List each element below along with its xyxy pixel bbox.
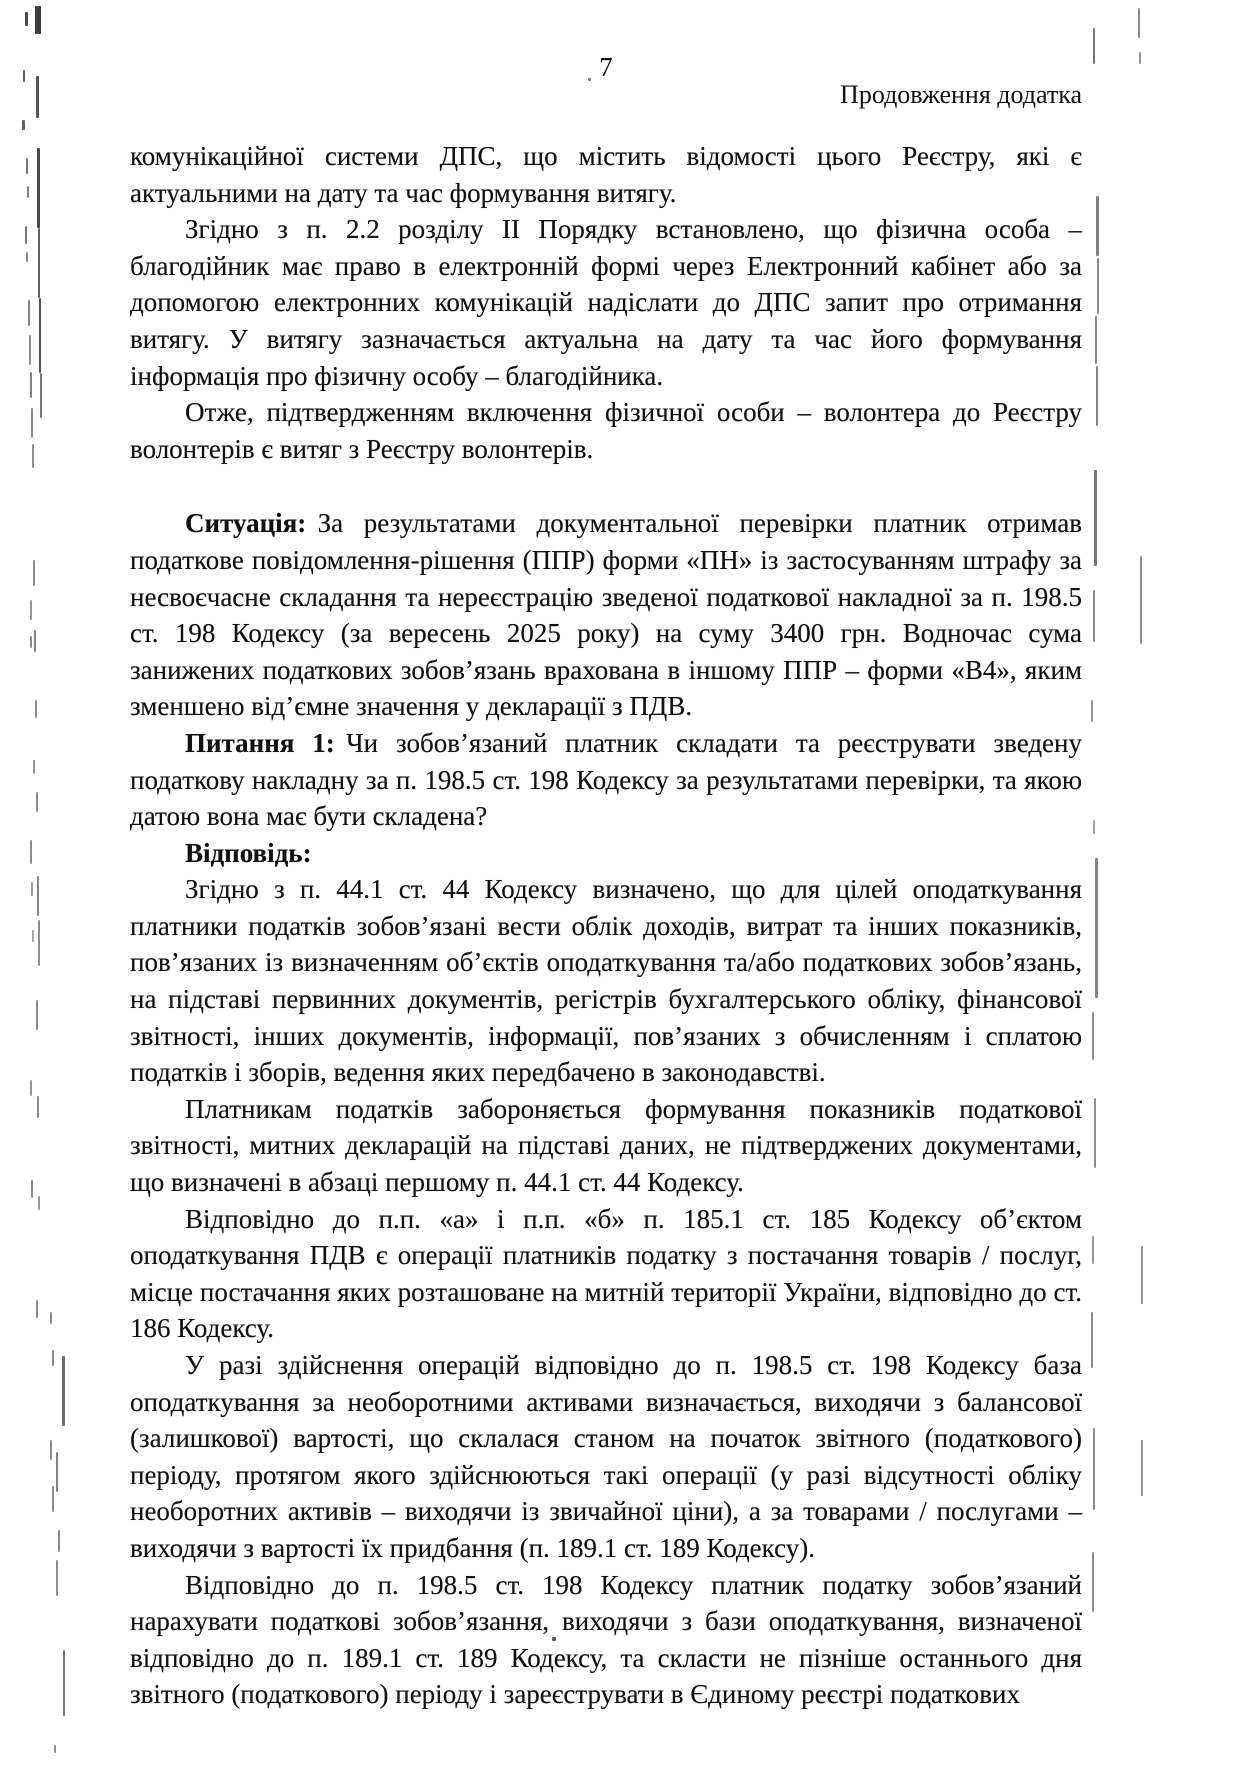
scan-artifact <box>38 920 40 966</box>
scan-artifact <box>30 372 32 398</box>
scan-artifact <box>37 1096 39 1118</box>
scan-artifact <box>1095 858 1098 998</box>
scan-artifact <box>30 600 32 620</box>
scan-artifact <box>25 226 27 244</box>
scan-artifact <box>33 560 35 586</box>
paragraph <box>130 1201 1082 1347</box>
scan-artifact <box>32 444 34 468</box>
scan-artifact <box>1139 52 1141 64</box>
scan-artifact <box>40 373 42 418</box>
scan-artifact <box>1091 700 1093 722</box>
scan-artifact <box>50 1312 52 1324</box>
scan-artifact <box>38 1196 40 1210</box>
header-continuation: Продовження додатка <box>840 80 1082 109</box>
scan-artifact <box>50 1440 52 1460</box>
scan-artifact <box>1096 196 1099 256</box>
paragraph-lead: Відповідь: <box>185 837 312 868</box>
scan-artifact <box>63 1650 65 1716</box>
scan-artifact <box>1093 590 1095 642</box>
scan-artifact <box>35 700 37 718</box>
scan-artifact <box>1092 1012 1094 1060</box>
scan-artifact <box>38 228 40 298</box>
scan-artifact <box>22 120 25 130</box>
scan-artifact <box>36 792 38 812</box>
scan-artifact <box>28 300 30 326</box>
scan-artifact <box>1093 28 1095 64</box>
paragraph-answer-label <box>130 835 1082 872</box>
scan-artifact <box>25 12 28 26</box>
scan-artifact <box>35 6 41 34</box>
scan-artifact <box>36 1300 38 1318</box>
scan-artifact <box>1091 1312 1093 1368</box>
scan-artifact <box>32 930 34 942</box>
scan-artifact <box>1095 316 1097 364</box>
paragraph-lead: Питання 1: <box>185 727 335 758</box>
scan-artifact <box>36 1000 38 1030</box>
page-number: 7 <box>599 52 613 82</box>
scan-artifact <box>1094 1098 1096 1168</box>
paragraph <box>130 211 1082 394</box>
paragraph <box>130 871 1082 1091</box>
scan-artifact <box>552 1637 556 1641</box>
scan-artifact <box>37 148 40 228</box>
paragraph-text: Отже, підтвердженням включення фізичної особи – волонтера до Реєстру волонтерів є витяг з Реєстру волонтерів. <box>130 397 1082 464</box>
scan-artifact <box>30 636 32 648</box>
document-body <box>130 138 1082 1713</box>
paragraph-text: У разі здійснення операцій відповідно до п. 198.5 ст. 198 Кодексу база оподаткування за необоротними активами визначається, виходячи з балансової (залишкової) вартості, що склалася станом на початок звітного (податкового) періоду, протягом якого здійснюються такі операції (у разі відсутності обліку необоротних активів – виходячи із звичайної ціни), а за товарами / послугами – виходячи з вартості їх придбання (п. 189.1 ст. 189 Кодексу). <box>130 1350 1082 1563</box>
paragraph-text: Згідно з п. 44.1 ст. 44 Кодексу визначено, що для цілей оподаткування платники податків зобов’язані вести облік доходів, витрат та інших показників, пов’язаних із визначенням об’єктів оподаткування та/або податкових зобов’язань, на підставі первинних документів, регістрів бухгалтерського обліку, фінансової звітності, інших документів, інформації, пов’язаних з обчисленням і сплатою податків і зборів, ведення яких передбачено в законодавстві. <box>130 874 1082 1088</box>
paragraph-text: За результатами документальної перевірки платник отримав податкове повідомлення-рішення (ППР) форми «ПН» із застосуванням штрафу за несвоєчасне складання та нереєстрацію зведеної податкової накладної за п. 198.5 ст. 198 Кодексу (за вересень 2025 року) на суму 3400 грн. Водночас сума занижених податкових зобов’язань врахована в іншому ППР – форми «В4», яким зменшено від’ємне значення у декларації з ПДВ. <box>130 508 1082 722</box>
scan-artifact <box>27 186 29 198</box>
scan-artifact <box>1092 1236 1094 1264</box>
scan-artifact <box>26 158 28 174</box>
scan-artifact <box>52 1350 54 1366</box>
paragraph-text: Чи зобов’язаний платник складати та реєструвати зведену податкову накладну за п. 198.5 ст. 198 Кодексу за результатами перевірки, та якою датою вона має бути складена? <box>130 727 1082 832</box>
scan-artifact <box>31 1180 33 1198</box>
paragraph-text: Платникам податків забороняється формування показників податкової звітності, митних декларацій на підставі даних, не підтверджених документами, що визначені в абзаці першому п. 44.1 ст. 44 Кодексу. <box>130 1093 1082 1198</box>
paragraph <box>130 394 1082 467</box>
paragraph-text: комунікаційної системи ДПС, що містить відомості цього Реєстру, які є актуальними на дату та час формування витягу. <box>130 141 1082 208</box>
scan-artifact <box>37 876 39 916</box>
scan-artifact <box>29 335 31 365</box>
scan-artifact <box>56 1560 58 1596</box>
paragraph-text: Відповідно до п.п. «а» і п.п. «б» п. 185.1 ст. 185 Кодексу об’єктом оподаткування ПДВ є операції платників податку з постачання товарів / послуг, місце постачання яких розташоване на митній території України, відповідно до ст. 186 Кодексу. <box>130 1203 1082 1344</box>
paragraph <box>130 1347 1082 1567</box>
scan-artifact <box>23 70 25 82</box>
paragraph-lead: Ситуація: <box>185 508 307 539</box>
paragraph-question-1 <box>130 725 1082 835</box>
scan-artifact <box>30 1080 32 1096</box>
paragraph <box>130 1091 1082 1201</box>
scan-artifact <box>58 1530 60 1552</box>
scan-artifact <box>56 1452 58 1492</box>
scan-artifact <box>1094 470 1097 566</box>
scan-artifact <box>588 78 591 81</box>
scan-artifact <box>1097 258 1099 314</box>
scan-artifact <box>1093 1428 1095 1510</box>
scan-artifact <box>1138 8 1140 38</box>
scan-artifact <box>54 1745 56 1753</box>
scan-artifact <box>26 252 28 262</box>
paragraph-situation <box>130 505 1082 725</box>
scan-artifact <box>39 298 41 373</box>
paragraph-text: Відповідно до п. 198.5 ст. 198 Кодексу платник податку зобов’язаний нарахувати податкові зобов’язання, виходячи з бази оподаткування, визначеної відповідно до п. 189.1 ст. 189 Кодексу, та скласти не пізніше останнього дня звітного (податкового) періоду і зареєструвати в Єдиному реєстрі податкових <box>130 1569 1082 1710</box>
scan-artifact <box>62 1356 65 1426</box>
scan-artifact <box>1140 556 1142 644</box>
scan-artifact <box>30 840 32 864</box>
scan-artifact <box>1093 820 1095 834</box>
scan-artifact <box>36 76 39 118</box>
scan-artifact <box>52 1486 54 1512</box>
scan-artifact <box>1141 1440 1143 1496</box>
scan-artifact <box>33 760 35 774</box>
paragraph-text: Згідно з п. 2.2 розділу ІІ Порядку встановлено, що фізична особа – благодійник має право в електронній формі через Електронний кабінет або за допомогою електронних комунікацій надіслати до ДПС запит про отримання витягу. У витягу зазначається актуальна на дату та час його формування інформація про фізичну особу – благодійника. <box>130 214 1082 391</box>
scan-artifact <box>31 408 33 438</box>
scan-artifact <box>1096 366 1098 426</box>
scan-artifact <box>34 630 36 652</box>
scan-artifact <box>1092 1552 1094 1612</box>
scan-artifact <box>31 882 33 896</box>
paragraph <box>130 1567 1082 1713</box>
scan-artifact <box>1141 1246 1143 1304</box>
paragraph <box>130 138 1082 211</box>
